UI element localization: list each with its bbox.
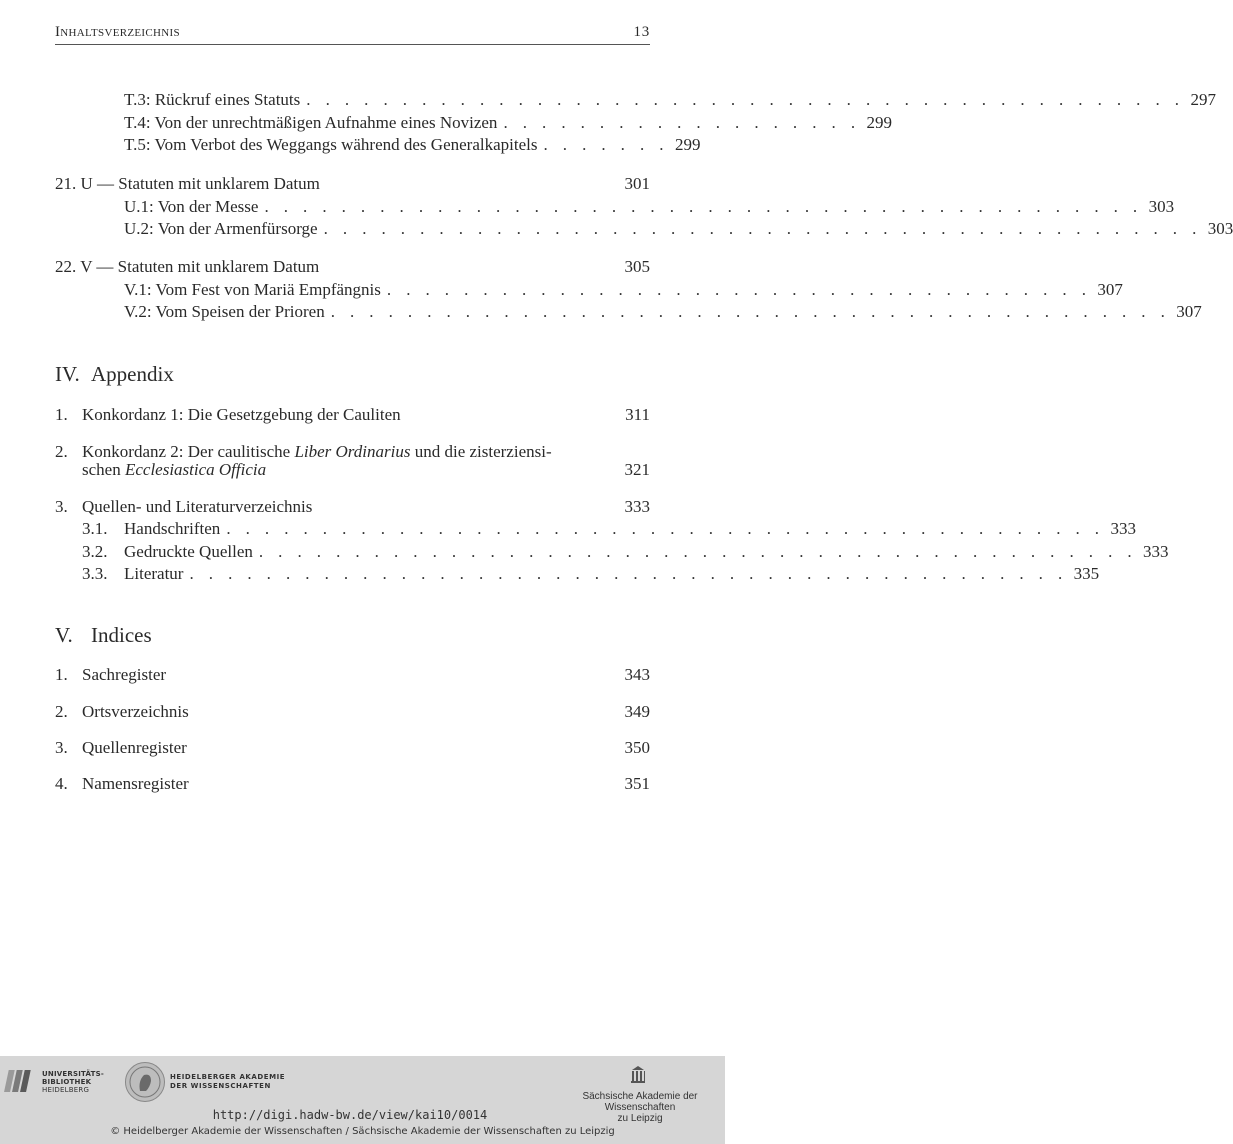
toc-subitem-label bbox=[82, 541, 253, 564]
academy-name-line: HEIDELBERGER AKADEMIE bbox=[170, 1073, 286, 1081]
toc-item-text: Quellenregister bbox=[82, 738, 187, 757]
toc-subitem-number: 3.2. bbox=[82, 542, 108, 561]
toc-entry[interactable] bbox=[124, 134, 701, 157]
running-head bbox=[55, 24, 650, 45]
saxon-academy-name-line: Sächsische Akademie der Wissenschaften bbox=[582, 1091, 698, 1113]
toc-item-page: 351 bbox=[624, 774, 650, 793]
toc-entry[interactable] bbox=[124, 279, 1123, 302]
part-title: Indices bbox=[91, 623, 152, 647]
toc-item-page: 349 bbox=[624, 702, 650, 721]
toc-chapter-page: 305 bbox=[624, 257, 650, 276]
toc-item-label bbox=[82, 459, 625, 482]
toc-item-number: 3. bbox=[55, 497, 68, 516]
dot-leader: . . . . . . . bbox=[543, 135, 669, 154]
ub-name-line: UNIVERSITÄTS- bbox=[42, 1070, 104, 1078]
toc-item-page: 311 bbox=[625, 405, 650, 424]
part-number: IV. bbox=[55, 362, 80, 386]
toc-item-label bbox=[55, 773, 625, 796]
toc-item-page: 343 bbox=[624, 665, 650, 684]
toc-item-label bbox=[55, 404, 625, 427]
toc-entry-label: U.2: Von der Armenfürsorge bbox=[124, 219, 318, 238]
dot-leader: . . . . . . . . . . . . . . . . . . . . . . . . . . . . . . . . . . . . . . . . . . . . . . bbox=[323, 219, 1202, 238]
saxon-academy-name-line: zu Leipzig bbox=[617, 1113, 663, 1124]
toc-subitem-text: Handschriften bbox=[124, 519, 221, 538]
toc-subitem-label bbox=[82, 518, 220, 541]
dot-leader: . . . . . . . . . . . . . . . . . . . . . . . . . . . . . . . . . . . . . . . . . . . . . . bbox=[189, 564, 1068, 583]
toc-subitem-number: 3.1. bbox=[82, 519, 108, 538]
toc-item[interactable] bbox=[55, 664, 650, 687]
toc-entry-page: 307 bbox=[1176, 302, 1202, 321]
toc-subitem-number: 3.3. bbox=[82, 564, 108, 583]
toc-entry[interactable] bbox=[124, 196, 1175, 219]
toc-entry-page: 303 bbox=[1148, 197, 1175, 216]
toc-entry[interactable] bbox=[124, 89, 1216, 112]
permalink-url[interactable]: http://digi.hadw-bw.de/view/kai10/0014 bbox=[212, 1108, 488, 1122]
toc-item-text: schen bbox=[82, 460, 125, 479]
toc-entry-label: U.1: Von der Messe bbox=[124, 197, 259, 216]
part-heading bbox=[55, 624, 152, 647]
toc-entry-page: 303 bbox=[1207, 219, 1233, 238]
toc-item-text: und die zisterziensi- bbox=[410, 442, 552, 461]
toc-subitem-text: Literatur bbox=[124, 564, 184, 583]
toc-entry-page: 299 bbox=[866, 113, 892, 132]
toc-item-number: 2. bbox=[55, 442, 68, 461]
toc-subitem-text: Gedruckte Quellen bbox=[124, 542, 253, 561]
toc-entry-label: V.2: Vom Speisen der Prioren bbox=[124, 302, 325, 321]
toc-item-label bbox=[55, 701, 625, 724]
toc-item[interactable] bbox=[55, 701, 650, 724]
toc-item-page: 350 bbox=[624, 738, 650, 757]
saxon-academy-logo-icon bbox=[628, 1064, 648, 1084]
toc-item[interactable] bbox=[55, 737, 650, 760]
toc-subitem-page: 335 bbox=[1073, 564, 1100, 583]
toc-item-text: Konkordanz 2: Der caulitische bbox=[82, 442, 295, 461]
toc-entry-page: 307 bbox=[1097, 280, 1123, 299]
toc-item-page: 333 bbox=[624, 497, 650, 516]
toc-subitem-label bbox=[82, 563, 183, 586]
toc-item-text: Quellen- und Literaturverzeichnis bbox=[82, 497, 313, 516]
toc-item-text: Ortsverzeichnis bbox=[82, 702, 189, 721]
toc-item-text: Konkordanz 1: Die Gesetzgebung der Cauliten bbox=[82, 405, 401, 424]
toc-subitem-page: 333 bbox=[1143, 542, 1169, 561]
toc-item-number: 3. bbox=[55, 738, 68, 757]
university-library-logo-icon bbox=[8, 1064, 40, 1096]
toc-item-italic: Liber Ordinarius bbox=[294, 442, 411, 461]
dot-leader: . . . . . . . . . . . . . . . . . . . . . . . . . . . . . . . . . . . . . . . . . . . . . . bbox=[226, 519, 1105, 538]
toc-chapter-page: 301 bbox=[624, 174, 650, 193]
academy-name bbox=[170, 1073, 285, 1091]
toc-item-text: Sachregister bbox=[82, 665, 167, 684]
dot-leader: . . . . . . . . . . . . . . . . . . . . . . . . . . . . . . . . . . . . . . . . . . . . bbox=[330, 302, 1171, 321]
toc-entry-page: 297 bbox=[1190, 90, 1216, 109]
toc-item-label bbox=[55, 737, 625, 760]
part-number: V. bbox=[55, 623, 73, 647]
running-head-title: Inhaltsverzeichnis bbox=[55, 24, 180, 40]
toc-subitem[interactable] bbox=[82, 518, 1136, 541]
toc-entry-label: T.4: Von der unrechtmäßigen Aufnahme eines Novizen bbox=[124, 113, 498, 132]
toc-entry[interactable] bbox=[124, 218, 1233, 241]
toc-item-number: 4. bbox=[55, 774, 68, 793]
toc-chapter[interactable] bbox=[55, 256, 650, 279]
dot-leader: . . . . . . . . . . . . . . . . . . . . . . . . . . . . . . . . . . . . . . . . . . . . . . bbox=[306, 90, 1185, 109]
toc-item[interactable] bbox=[55, 773, 650, 796]
toc-item-number: 2. bbox=[55, 702, 68, 721]
academy-seal-icon bbox=[125, 1062, 165, 1102]
toc-entry-label: V.1: Vom Fest von Mariä Empfängnis bbox=[124, 280, 381, 299]
toc-subitem-page: 333 bbox=[1110, 519, 1136, 538]
academy-name-line: DER WISSENSCHAFTEN bbox=[170, 1082, 271, 1090]
toc-entry-label: T.5: Vom Verbot des Weggangs während des Generalkapitels bbox=[124, 135, 538, 154]
toc-item-number: 1. bbox=[55, 405, 68, 424]
copyright-notice: © Heidelberger Akademie der Wissenschaften / Sächsische Akademie der Wissenschaften zu Leipzig bbox=[110, 1126, 615, 1137]
toc-subitem[interactable] bbox=[82, 541, 1169, 564]
toc-item-page: 321 bbox=[624, 460, 650, 479]
page-number: 13 bbox=[633, 24, 650, 40]
toc-subitem[interactable] bbox=[82, 563, 1100, 586]
dot-leader: . . . . . . . . . . . . . . . . . . . . . . . . . . . . . . . . . . . . . . . . . . . . . . bbox=[258, 542, 1138, 561]
toc-item[interactable] bbox=[55, 496, 650, 519]
toc-item-text: Namensregister bbox=[82, 774, 189, 793]
toc-entry[interactable] bbox=[124, 112, 892, 135]
ub-name-line: HEIDELBERG bbox=[42, 1086, 90, 1094]
dot-leader: . . . . . . . . . . . . . . . . . . . bbox=[503, 113, 861, 132]
toc-item[interactable] bbox=[55, 404, 650, 427]
toc-chapter[interactable] bbox=[55, 173, 650, 196]
part-heading bbox=[55, 363, 174, 386]
toc-item-continuation[interactable] bbox=[82, 459, 650, 482]
digitization-footer bbox=[0, 1056, 725, 1144]
toc-chapter-label: 22. V — Statuten mit unklarem Datum bbox=[55, 257, 320, 276]
toc-entry-page: 299 bbox=[674, 135, 701, 154]
toc-item-label bbox=[55, 664, 625, 687]
university-library-name bbox=[42, 1070, 104, 1094]
dot-leader: . . . . . . . . . . . . . . . . . . . . . . . . . . . . . . . . . . . . . bbox=[386, 280, 1092, 299]
toc-item-italic: Ecclesiastica Officia bbox=[124, 460, 267, 479]
dot-leader: . . . . . . . . . . . . . . . . . . . . . . . . . . . . . . . . . . . . . . . . . . . . . . bbox=[264, 197, 1143, 216]
toc-item-label bbox=[55, 496, 625, 519]
toc-item-number: 1. bbox=[55, 665, 68, 684]
toc-entry-label: T.3: Rückruf eines Statuts bbox=[124, 90, 301, 109]
part-title: Appendix bbox=[91, 362, 174, 386]
toc-entry[interactable] bbox=[124, 301, 1202, 324]
ub-name-line: BIBLIOTHEK bbox=[42, 1078, 92, 1086]
toc-chapter-label: 21. U — Statuten mit unklarem Datum bbox=[55, 174, 320, 193]
